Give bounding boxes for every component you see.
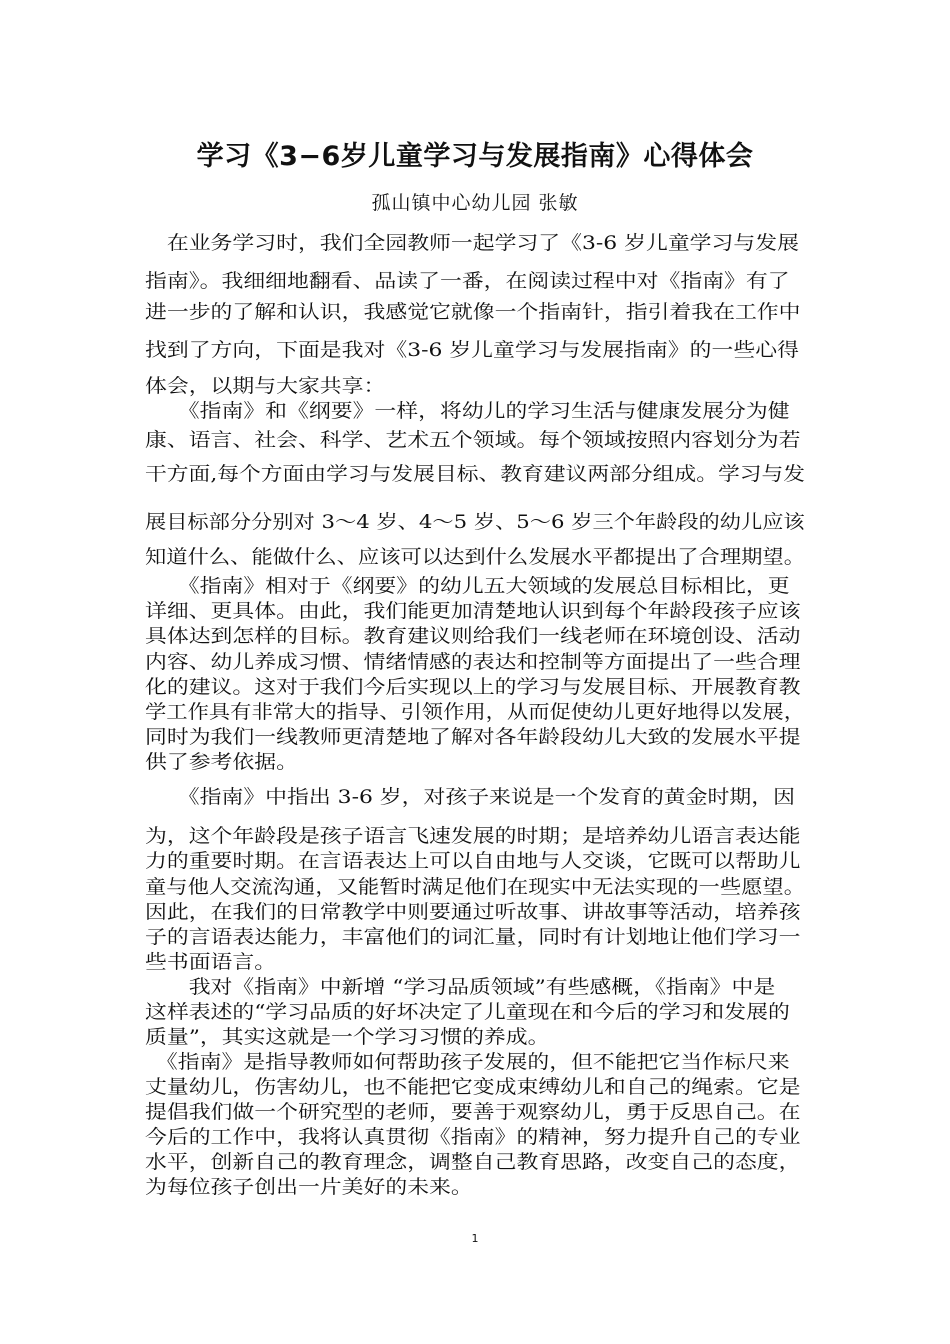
paragraph-line: 化的建议。这对于我们今后实现以上的学习与发展目标、开展教育教 <box>145 676 801 698</box>
paragraph-line: 子的言语表达能力，丰富他们的词汇量，同时有计划地让他们学习一 <box>145 926 801 948</box>
paragraph-line: 些书面语言。 <box>145 951 277 973</box>
paragraph-line: 干方面,每个方面由学习与发展目标、教育建议两部分组成。学习与发 <box>145 463 806 485</box>
paragraph-line: 质量”，其实这就是一个学习习惯的养成。 <box>145 1026 550 1048</box>
paragraph-line: 指南》。我细细地翻看、品读了一番，在阅读过程中对《指南》有了 <box>145 270 790 292</box>
paragraph-line: 在业务学习时，我们全园教师一起学习了《3-6 岁儿童学习与发展 <box>145 232 799 254</box>
paragraph-line: 同时为我们一线教师更清楚地了解对各年龄段幼儿大致的发展水平提 <box>145 726 801 748</box>
paragraph-line: 提倡我们做一个研究型的老师，要善于观察幼儿，勇于反思自己。在 <box>145 1101 801 1123</box>
page-number: 1 <box>471 1232 479 1245</box>
paragraph-line: 《指南》中指出 3-6 岁，对孩子来说是一个发育的黄金时期，因 <box>145 786 795 808</box>
paragraph-line: 为，这个年龄段是孩子语言飞速发展的时期；是培养幼儿语言表达能 <box>145 825 801 847</box>
paragraph-line: 丈量幼儿，伤害幼儿，也不能把它变成束缚幼儿和自己的绳索。它是 <box>145 1076 801 1098</box>
paragraph-line: 我对《指南》中新增 “学习品质领域”有些感概，《指南》中是 <box>145 976 776 998</box>
paragraph-line: 体会，以期与大家共享： <box>145 375 386 397</box>
paragraph-line: 内容、幼儿养成习惯、情绪情感的表达和控制等方面提出了一些合理 <box>145 651 801 673</box>
paragraph-line: 找到了方向，下面是我对《3-6 岁儿童学习与发展指南》的一些心得 <box>145 339 799 361</box>
paragraph-line: 供了参考依据。 <box>145 751 298 773</box>
paragraph-line: 童与他人交流沟通，又能暂时满足他们在现实中无法实现的一些愿望。 <box>145 876 806 898</box>
paragraph-line: 展目标部分分别对 3～4 岁、4～5 岁、5～6 岁三个年龄段的幼儿应该 <box>145 511 805 533</box>
paragraph-line: 今后的工作中，我将认真贯彻《指南》的精神，努力提升自己的专业 <box>145 1126 801 1148</box>
paragraph-line: 康、语言、社会、科学、艺术五个领域。每个领域按照内容划分为若 <box>145 429 801 451</box>
paragraph-line: 《指南》是指导教师如何帮助孩子发展的，但不能把它当作标尺来 <box>145 1051 790 1073</box>
paragraph-line: 知道什么、能做什么、应该可以达到什么发展水平都提出了合理期望。 <box>145 546 806 568</box>
paragraph-line: 详细、更具体。由此，我们能更加清楚地认识到每个年龄段孩子应该 <box>145 600 801 622</box>
paragraph-line: 因此，在我们的日常教学中则要通过听故事、讲故事等活动，培养孩 <box>145 901 801 923</box>
paragraph-line: 具体达到怎样的目标。教育建议则给我们一线老师在环境创设、活动 <box>145 625 801 647</box>
paragraph-line: 学工作具有非常大的指导、引领作用，从而促使幼儿更好地得以发展， <box>145 701 806 723</box>
paragraph-line: 进一步的了解和认识，我感觉它就像一个指南针，指引着我在工作中 <box>145 301 801 323</box>
paragraph-line: 《指南》和《纲要》一样，将幼儿的学习生活与健康发展分为健 <box>145 400 790 422</box>
paragraph-line: 为每位孩子创出一片美好的未来。 <box>145 1176 473 1198</box>
paragraph-line: 力的重要时期。在言语表达上可以自由地与人交谈，它既可以帮助儿 <box>145 850 801 872</box>
paragraph-line: 水平，创新自己的教育理念，调整自己教育思路，改变自己的态度， <box>145 1151 801 1173</box>
document-title: 学习《3−6岁儿童学习与发展指南》心得体会 <box>196 141 754 172</box>
author-line: 孤山镇中心幼儿园 张敏 <box>371 192 579 214</box>
paragraph-line: 这样表述的“学习品质的好坏决定了儿童现在和今后的学习和发展的 <box>145 1001 790 1023</box>
paragraph-line: 《指南》相对于《纲要》的幼儿五大领域的发展总目标相比，更 <box>145 575 790 597</box>
